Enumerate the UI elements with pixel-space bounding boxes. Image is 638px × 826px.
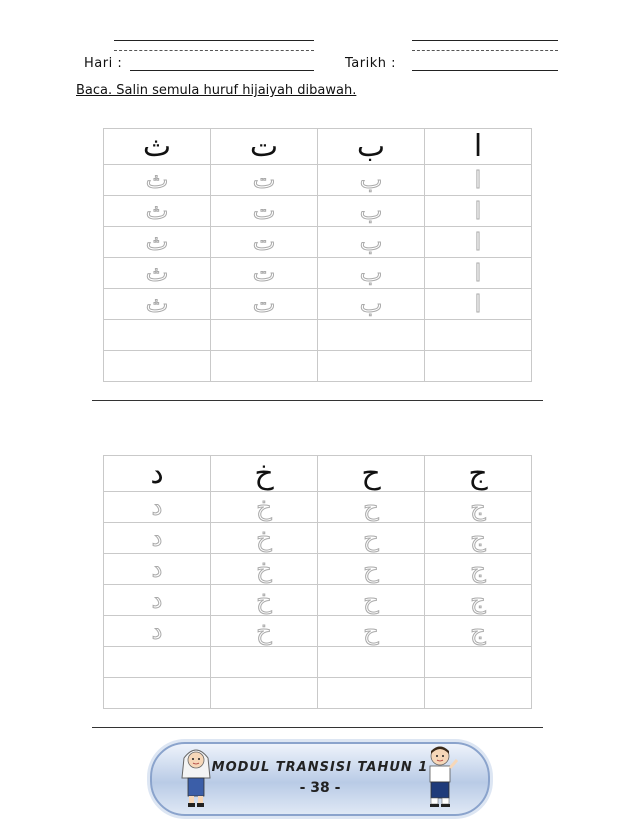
blank-row <box>104 351 532 382</box>
trace-cell[interactable]: ب <box>318 196 425 227</box>
blank-row <box>104 678 532 709</box>
blank-row <box>104 320 532 351</box>
letter-cell: د <box>104 456 211 492</box>
separator-line-1 <box>92 400 543 401</box>
letter-cell: ا <box>425 129 532 165</box>
trace-row <box>104 585 532 616</box>
trace-row <box>104 523 532 554</box>
name-dash-right <box>412 50 558 51</box>
girl-student-illustration <box>176 744 216 808</box>
blank-writing-cell[interactable] <box>211 647 318 678</box>
letter-cell: ب <box>318 129 425 165</box>
trace-cell[interactable]: د <box>104 616 211 647</box>
trace-cell[interactable]: ج <box>425 616 532 647</box>
trace-row <box>104 554 532 585</box>
trace-cell[interactable]: ث <box>104 289 211 320</box>
letter-cell: ح <box>318 456 425 492</box>
blank-writing-cell[interactable] <box>104 351 211 382</box>
blank-writing-cell[interactable] <box>211 678 318 709</box>
name-line-left <box>114 40 314 41</box>
trace-row <box>104 616 532 647</box>
tarikh-label: Tarikh : <box>345 56 396 71</box>
trace-cell[interactable]: خ <box>211 554 318 585</box>
blank-writing-cell[interactable] <box>318 647 425 678</box>
blank-writing-cell[interactable] <box>211 351 318 382</box>
blank-writing-cell[interactable] <box>211 320 318 351</box>
trace-cell[interactable]: ا <box>425 258 532 289</box>
trace-cell[interactable]: خ <box>211 523 318 554</box>
name-line-right <box>412 40 558 41</box>
blank-writing-cell[interactable] <box>318 351 425 382</box>
letter-cell: ث <box>104 129 211 165</box>
trace-cell[interactable]: ح <box>318 585 425 616</box>
trace-cell[interactable]: ا <box>425 165 532 196</box>
trace-row <box>104 492 532 523</box>
trace-cell[interactable]: ت <box>211 227 318 258</box>
blank-writing-cell[interactable] <box>425 320 532 351</box>
trace-cell[interactable]: ت <box>211 165 318 196</box>
letter-header-row <box>104 129 532 165</box>
trace-cell[interactable]: ث <box>104 165 211 196</box>
blank-writing-cell[interactable] <box>425 678 532 709</box>
trace-cell[interactable]: ت <box>211 196 318 227</box>
trace-cell[interactable]: ب <box>318 165 425 196</box>
boy-student-illustration <box>420 744 460 808</box>
blank-writing-cell[interactable] <box>318 320 425 351</box>
blank-writing-cell[interactable] <box>425 647 532 678</box>
trace-cell[interactable]: ث <box>104 196 211 227</box>
trace-cell[interactable]: د <box>104 554 211 585</box>
trace-row <box>104 289 532 320</box>
module-title: MODUL TRANSISI TAHUN 1 <box>211 760 429 775</box>
trace-cell[interactable]: ح <box>318 554 425 585</box>
trace-row <box>104 258 532 289</box>
hari-label: Hari : <box>84 56 123 71</box>
trace-cell[interactable]: ج <box>425 554 532 585</box>
blank-writing-cell[interactable] <box>104 678 211 709</box>
trace-cell[interactable]: ا <box>425 196 532 227</box>
blank-writing-cell[interactable] <box>318 678 425 709</box>
letter-cell: ج <box>425 456 532 492</box>
blank-writing-cell[interactable] <box>425 351 532 382</box>
blank-writing-cell[interactable] <box>104 647 211 678</box>
trace-cell[interactable]: ا <box>425 227 532 258</box>
hari-line[interactable] <box>130 70 314 71</box>
trace-cell[interactable]: د <box>104 492 211 523</box>
trace-cell[interactable]: د <box>104 585 211 616</box>
trace-row <box>104 165 532 196</box>
letter-grid-2 <box>103 455 532 709</box>
trace-cell[interactable]: ب <box>318 227 425 258</box>
trace-cell[interactable]: ح <box>318 523 425 554</box>
name-dash-left <box>114 50 314 51</box>
trace-cell[interactable]: ت <box>211 289 318 320</box>
letter-cell: ت <box>211 129 318 165</box>
trace-cell[interactable]: ب <box>318 289 425 320</box>
letter-header-row <box>104 456 532 492</box>
trace-cell[interactable]: ج <box>425 523 532 554</box>
letter-grid-1 <box>103 128 532 382</box>
trace-cell[interactable]: ث <box>104 227 211 258</box>
separator-line-2 <box>92 727 543 728</box>
blank-writing-cell[interactable] <box>104 320 211 351</box>
tarikh-line[interactable] <box>412 70 558 71</box>
trace-cell[interactable]: خ <box>211 492 318 523</box>
trace-cell[interactable]: ج <box>425 492 532 523</box>
trace-cell[interactable]: ت <box>211 258 318 289</box>
page-number: - 38 - <box>299 780 341 796</box>
letter-cell: خ <box>211 456 318 492</box>
trace-cell[interactable]: خ <box>211 616 318 647</box>
trace-cell[interactable]: ج <box>425 585 532 616</box>
blank-row <box>104 647 532 678</box>
trace-cell[interactable]: ب <box>318 258 425 289</box>
trace-row <box>104 227 532 258</box>
trace-row <box>104 196 532 227</box>
trace-cell[interactable]: خ <box>211 585 318 616</box>
trace-cell[interactable]: ث <box>104 258 211 289</box>
instruction-text: Baca. Salin semula huruf hijaiyah dibawah. <box>76 83 357 98</box>
trace-cell[interactable]: ح <box>318 616 425 647</box>
trace-cell[interactable]: د <box>104 523 211 554</box>
trace-cell[interactable]: ح <box>318 492 425 523</box>
trace-cell[interactable]: ا <box>425 289 532 320</box>
